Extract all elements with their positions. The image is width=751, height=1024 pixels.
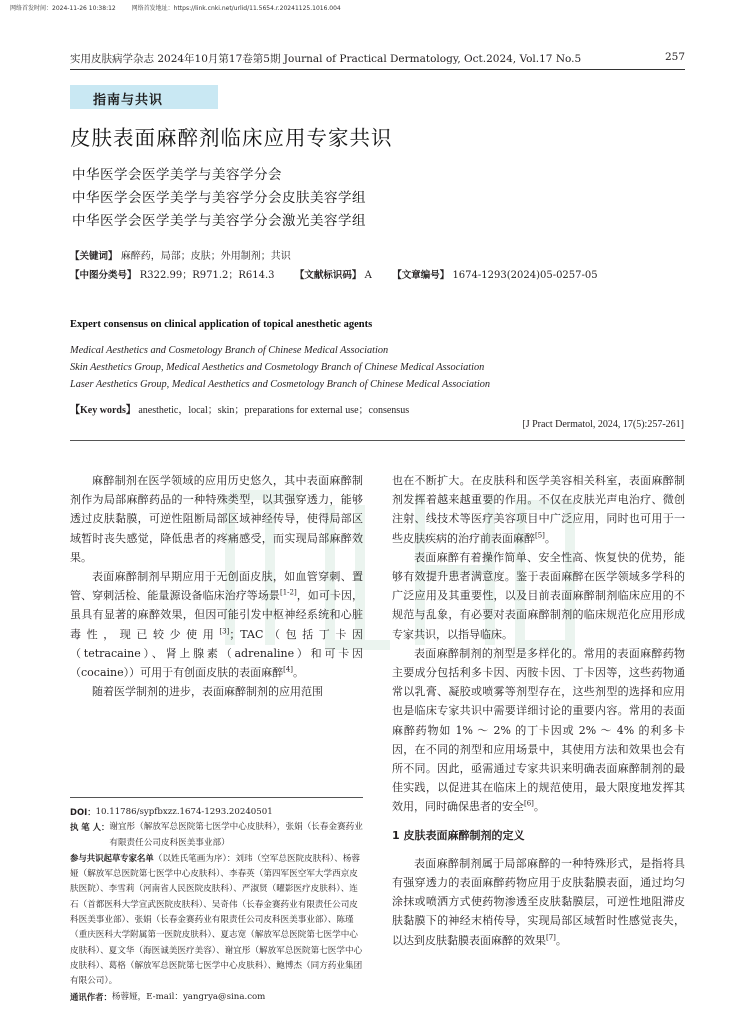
keywords-cn xyxy=(70,247,598,266)
metadata-cn xyxy=(70,247,598,285)
footnotes xyxy=(70,805,363,1005)
author-line: 中华医学会医学美学与美容学分会皮肤美容学组 xyxy=(72,190,366,206)
contact-label: 通讯作者： xyxy=(70,991,112,1002)
keywords-value: 麻醉药，局部；皮肤；外用制剂；共识 xyxy=(120,251,291,262)
paragraph: 表面麻醉制剂的剂型是多样化的。常用的表面麻醉药物主要成分包括利多卡因、丙胺卡因、丁卡因等，这些药物通常以乳膏、凝胶或喷雾等剂型存在，这些剂型的选择和应用也是临床专家共识中需要详细讨论的重要内容。常用的表面麻醉药物如 1% ～ 2% 的丁卡因或 2% ～ 4% 的利多卡因，在不同的剂型和应用场景中，其使用方法和效果也会有所不同。因此，亟需通过专家共识来明确表面麻醉制剂的最佳实践，以促进其在临床上的规范使用，最大限度地发挥其效用，同时确保患者的安全[6]。 xyxy=(392,646,685,814)
author-line: 中华医学会医学美学与美容学分会激光美容学组 xyxy=(72,213,366,229)
clc-value: R322.99；R971.2；R614.3 xyxy=(139,270,275,281)
paragraph: 表面麻醉有着操作简单、安全性高、恢复快的优势，能够有效提升患者满意度。鉴于表面麻醉在医学领域多学科的广泛应用及其重要性，以及目前表面麻醉制剂临床应用的不规范与乱象，有必要对表面麻醉制剂的临床规范化应用形成专家共识，以指导临床。 xyxy=(392,550,685,641)
metadata-divider xyxy=(70,440,685,441)
published-time: 网络首发时间：2024-11-26 10:38:12 xyxy=(10,5,116,12)
doc-code-value: A xyxy=(364,270,372,281)
author-line: 中华医学会医学美学与美容学分会 xyxy=(72,167,282,183)
paragraph: 也在不断扩大。在皮肤科和医学美容相关科室，表面麻醉制剂发挥着越来越重要的作用。不仅在皮肤光声电治疗、微创注射、线技术等医疗美容项目中广泛应用，同时也可用于一些皮肤疾病的治疗前表面麻醉[5]。 xyxy=(392,474,685,545)
english-keywords xyxy=(70,401,409,416)
journal-info: 实用皮肤病学杂志 2024年10月第17卷第5期 Journal of Practical Dermatology, Oct.2024, Vol.17 No.5 xyxy=(70,53,582,65)
experts-label: 参与共识起草专家名单 xyxy=(70,852,154,863)
writers-row xyxy=(70,820,363,851)
footnote-divider xyxy=(70,797,363,798)
contact-row xyxy=(70,990,363,1005)
reference-mark[interactable]: [6] xyxy=(524,799,534,808)
paragraph: 表面麻醉制剂属于局部麻醉的一种特殊形式，是指将具有强穿透力的表面麻醉药物应用于皮肤黏膜表面，通过均匀涂抹或喷洒方式使药物渗透至皮肤黏膜层，可逆性地阻滞皮肤黏膜下的神经末梢传导，实现局部区域暂时性感觉丧失，以达到皮肤黏膜表面麻醉的效果[7]。 xyxy=(392,856,685,947)
published-url[interactable]: 网络首发地址：https://link.cnki.net/urlid/11.5654.r.20241125.1016.004 xyxy=(131,5,341,12)
doi-row xyxy=(70,805,363,820)
experts-row xyxy=(70,851,363,990)
page-number: 257 xyxy=(664,51,685,63)
section-tag xyxy=(70,85,218,109)
paragraph: 随着医学制剂的进步，表面麻醉制剂的应用范围 xyxy=(92,685,323,699)
paragraph: 表面麻醉制剂早期应用于无创面皮肤，如血管穿刺、置管、穿刺活检、能量源设备临床治疗等场景[1-2]，如可卡因，虽具有显著的麻醉效果，但因可能引发中枢神经系统和心脏毒性，现已较少使用[3]；TAC（包括丁卡因（tetracaine）、肾上腺素（adrenaline）和可卡因（cocaine））可用于有创面皮肤的表面麻醉[4]。 xyxy=(70,570,364,680)
clc-label: 【中图分类号】 xyxy=(70,270,137,281)
reference-mark[interactable]: [1-2] xyxy=(279,588,297,597)
citation: [J Pract Dermatol, 2024, 17(5):257-261] xyxy=(522,419,684,430)
header-divider xyxy=(70,69,685,70)
article-title: 皮肤表面麻醉剂临床应用专家共识 xyxy=(70,126,393,150)
english-keywords-value: anesthetic，local；skin；preparations for external use；consensus xyxy=(138,405,410,416)
english-author-line: Medical Aesthetics and Cosmetology Branch of Chinese Medical Association xyxy=(70,345,389,356)
doi-value[interactable]: 10.11786/sypfbxzz.1674-1293.20240501 xyxy=(95,807,273,817)
doc-code-label: 【文献标识码】 xyxy=(294,270,362,281)
writers-value: 谢宜彤（解放军总医院第七医学中心皮肤科），张娟（长春金赛药业有限责任公司皮科医美事业部） xyxy=(109,822,363,848)
article-number-value: 1674-1293(2024)05-0257-05 xyxy=(452,270,598,281)
paragraph: 麻醉制剂在医学领域的应用历史悠久，其中表面麻醉制剂作为局部麻醉药品的一种特殊类型，以其强穿透力，能够透过皮肤黏膜，可逆性阻断局部区域神经传导，使得局部区域暂时丧失感觉，降低患者的疼痛感受，而实现局部麻醉效果。 xyxy=(70,474,363,564)
english-author-line: Laser Aesthetics Group, Medical Aesthetics and Cosmetology Branch of Chinese Medical Association xyxy=(70,379,491,390)
article-number-label: 【文章编号】 xyxy=(392,270,450,281)
section-tag-label: 指南与共识 xyxy=(93,93,164,108)
english-authors xyxy=(70,342,490,393)
classification-row xyxy=(70,266,598,285)
writers-label: 执 笔 人： xyxy=(70,822,110,833)
keywords-label: 【关键词】 xyxy=(70,251,118,262)
reference-mark[interactable]: [5] xyxy=(535,530,545,539)
authors-cn xyxy=(72,164,366,233)
doi-label: DOI： xyxy=(70,807,96,817)
reference-mark[interactable]: [7] xyxy=(546,933,556,942)
reference-mark[interactable]: [4] xyxy=(283,665,294,674)
contact-value[interactable]: 杨蓉娅，E-mail：yangrya@sina.com xyxy=(111,991,266,1002)
body-right-column xyxy=(392,471,685,950)
online-publication-line xyxy=(10,3,355,12)
english-keywords-label: 【Key words】 xyxy=(70,405,136,416)
english-title: Expert consensus on clinical application of topical anesthetic agents xyxy=(70,319,373,330)
reference-mark[interactable]: [3] xyxy=(219,626,230,635)
section-heading: 1 皮肤表面麻醉制剂的定义 xyxy=(392,828,525,842)
body-left-column xyxy=(70,471,363,701)
english-author-line: Skin Aesthetics Group, Medical Aesthetics and Cosmetology Branch of Chinese Medical Association xyxy=(70,362,485,373)
experts-value: （以姓氏笔画为序）：刘玮（空军总医院皮肤科）、杨蓉娅（解放军总医院第七医学中心皮肤科）、李春英（第四军医空军大学西京皮肤医院）、李雪莉（河南省人民医院皮肤科）、严淑贤（曜影医疗皮肤科）、连石（首都医科大学宣武医院皮肤科）、吴奇伟（长春金赛药业有限责任公司皮科医美事业部）、张娟（长春金赛药业有限责任公司皮科医美事业部）、陈瑾（重庆医科大学附属第一医院皮肤科）、夏志宽（解放军总医院第七医学中心皮肤科）、夏文华（海医诚美医疗美容）、谢宜彤（解放军总医院第七医学中心皮肤科）、葛格（解放军总医院第七医学中心皮肤科）、鲍博杰（同方药业集团有限公司）。 xyxy=(70,853,363,987)
